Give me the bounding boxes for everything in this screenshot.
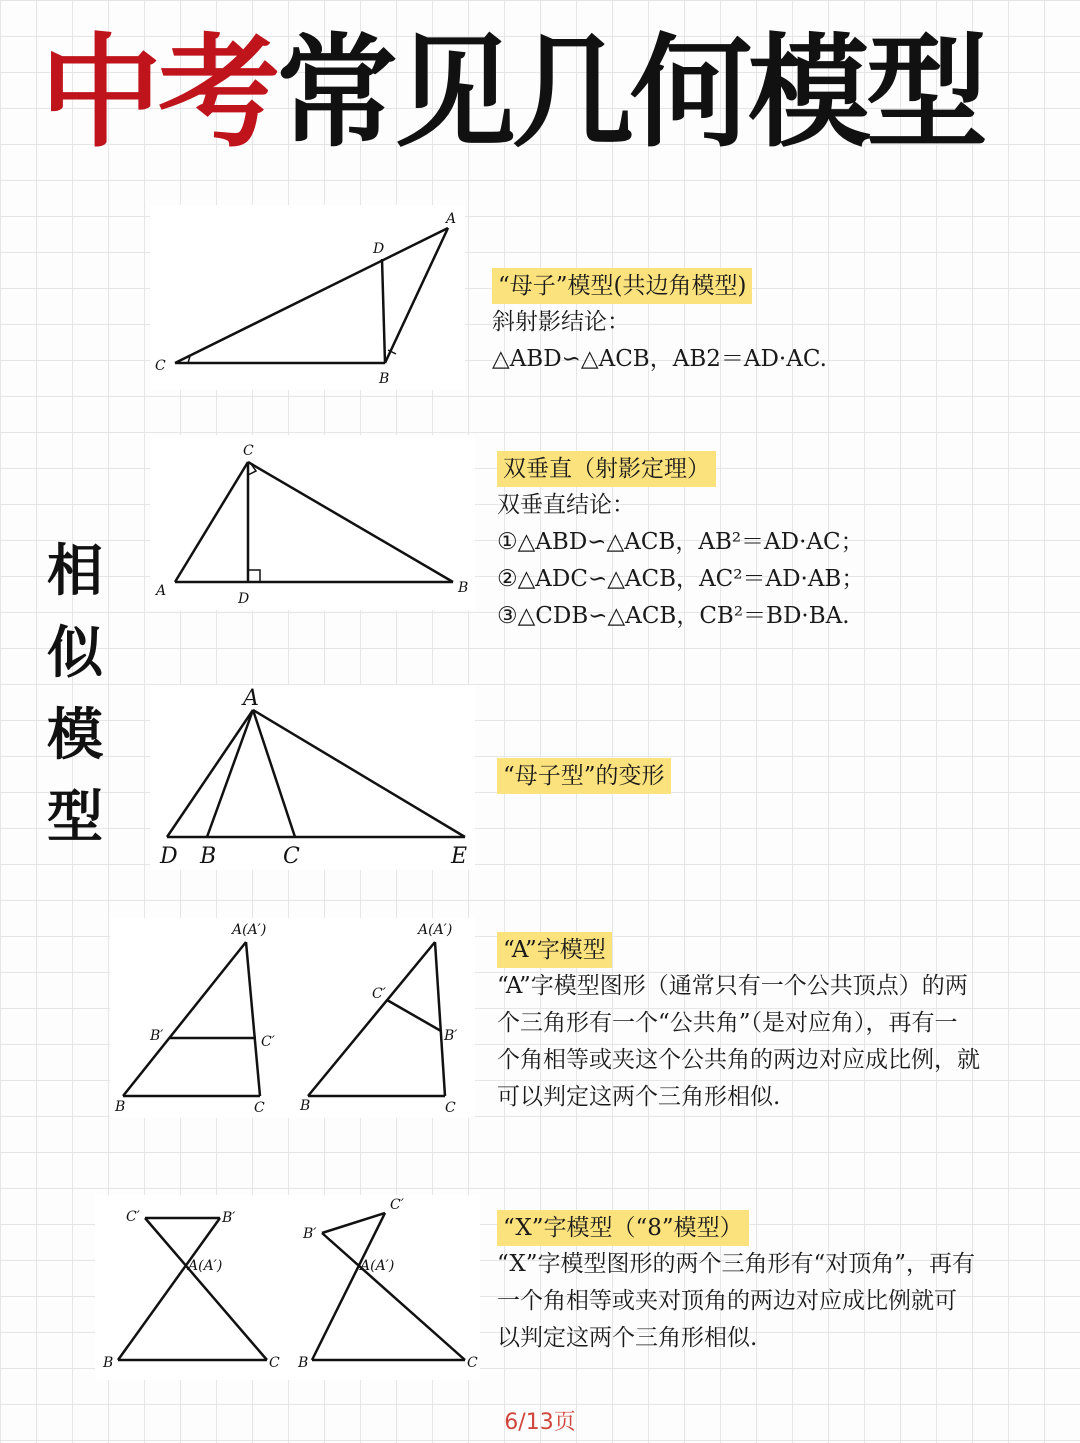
fig1-label-b: B [379, 371, 390, 387]
fig4-label-apex-1: A(A′) [232, 922, 267, 938]
figure-mother-child-variant [150, 685, 475, 870]
section-body: “X”字模型图形的两个三角形有“对顶角”，再有 一个角相等或夹对顶角的两边对应成比例就可 以判定这两个三角形相似. [497, 1251, 976, 1351]
fig5-label-cp-2: C′ [390, 1197, 404, 1213]
fig2-label-b: B [458, 580, 469, 596]
figure-x-shape [95, 1195, 480, 1380]
section-a-shape [497, 932, 1067, 1116]
fig5-label-c-1: C [269, 1355, 280, 1371]
fig5-label-cp-1: C′ [126, 1209, 140, 1225]
fig4-label-c-2: C [445, 1100, 456, 1116]
figure-a-shape [110, 918, 475, 1118]
fig4-label-apex-2: A(A′) [418, 922, 453, 938]
title-black: 常见几何模型 [276, 22, 984, 164]
fig1-label-d: D [373, 241, 385, 257]
section-double-perpendicular [497, 451, 1057, 635]
section-body: 双垂直结论： ①△ABD∽△ACB，AB²＝AD·AC； ②△ADC∽△ACB，AC²＝AD·AB； ③△CDB∽△ACB，CB²＝BD·BA. [497, 492, 865, 629]
section-body: “A”字模型图形（通常只有一个公共顶点）的两 个三角形有一个“公共角”（是对应角），再有一 个角相等或夹这个公共角的两边对应成比例，就 可以判定这两个三角形相似. [497, 973, 980, 1110]
section-heading: “母子”模型(共边角模型) [492, 268, 752, 304]
fig5-label-b-1: B [103, 1355, 114, 1371]
fig2-label-a: A [156, 583, 167, 599]
figure-x-shape-svg [95, 1195, 480, 1380]
page-title [40, 18, 1050, 168]
figure-a-shape-svg [110, 918, 475, 1118]
figure-mother-child-svg [150, 205, 465, 390]
title-red: 中考 [40, 22, 276, 164]
section-variant [497, 758, 1057, 794]
page-indicator: 6/13页 [504, 1410, 576, 1435]
fig2-label-d: D [238, 591, 250, 607]
fig4-label-b-1: B [115, 1099, 126, 1115]
fig3-label-c: C [283, 844, 300, 869]
fig5-label-a-1: A(A′) [188, 1258, 223, 1274]
section-heading: “母子型”的变形 [497, 758, 671, 794]
figure-double-perpendicular-svg [150, 435, 475, 610]
figure-mother-child-variant-svg [150, 685, 475, 870]
section-body: 斜射影结论： △ABD∽△ACB，AB2＝AD·AC. [492, 309, 827, 372]
fig5-label-a-2: A(A′) [360, 1258, 395, 1274]
fig1-label-a: A [446, 211, 457, 227]
section-heading: “A”字模型 [497, 932, 612, 968]
section-heading: 双垂直（射影定理） [497, 451, 716, 487]
fig1-label-c: C [155, 358, 166, 374]
fig3-label-a: A [243, 686, 259, 711]
fig5-label-c-2: C [467, 1355, 478, 1371]
fig2-label-c: C [243, 443, 254, 459]
fig4-label-cp-2: C′ [372, 986, 386, 1002]
fig4-label-bp-1: B′ [150, 1028, 164, 1044]
fig4-label-bp-2: B′ [444, 1028, 458, 1044]
figure-double-perpendicular [150, 435, 475, 610]
fig4-label-b-2: B [300, 1098, 311, 1114]
fig3-label-e: E [451, 844, 468, 869]
fig5-label-bp-1: B′ [222, 1210, 236, 1226]
category-label: 相 似 模 型 [47, 538, 103, 850]
fig5-label-b-2: B [298, 1355, 309, 1371]
section-x-shape [497, 1210, 1067, 1357]
fig4-label-c-1: C [254, 1100, 265, 1116]
fig4-label-cp-1: C′ [261, 1034, 275, 1050]
section-heading: “X”字模型（“8”模型） [497, 1210, 749, 1246]
section-mother-child [492, 268, 1052, 378]
figure-mother-child [150, 205, 465, 390]
fig3-label-b: B [200, 844, 217, 869]
fig5-label-bp-2: B′ [303, 1226, 317, 1242]
fig3-label-d: D [160, 844, 178, 869]
